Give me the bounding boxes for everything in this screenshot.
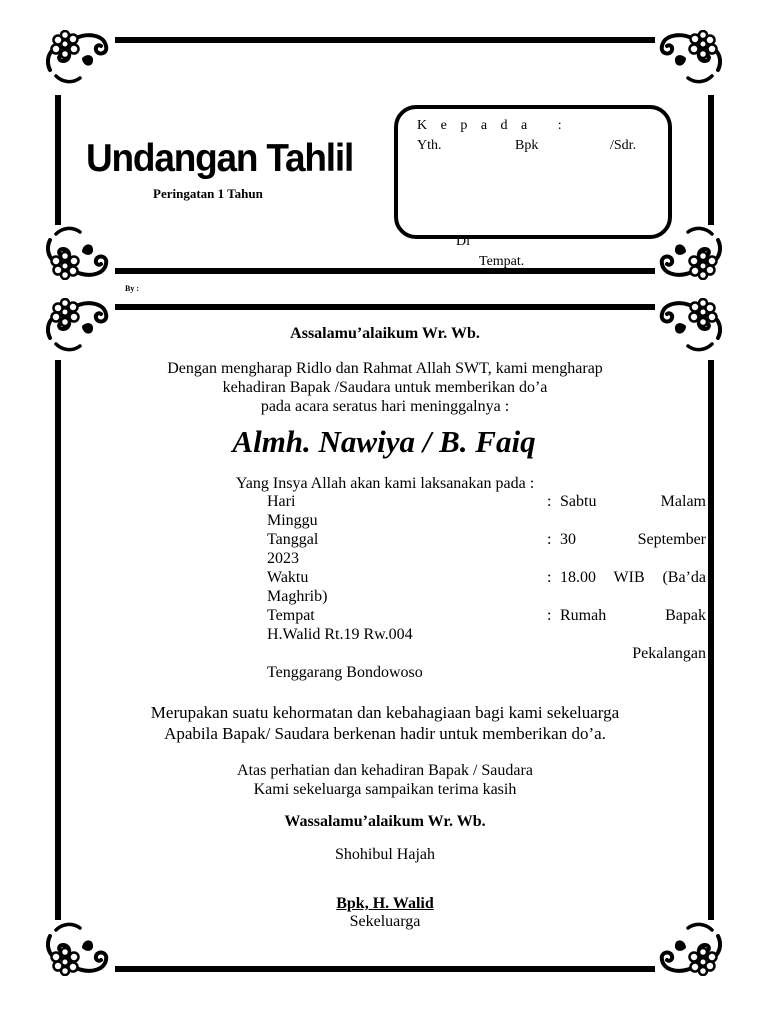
address-sdr-label: /Sdr. (610, 138, 637, 153)
top-frame-left-border (55, 95, 61, 225)
intro-line: Dengan mengharap Ridlo dan Rahmat Allah SWT, kami mengharap (167, 360, 603, 377)
detail-tanggal-value: 30 September (560, 531, 706, 548)
signer-name: Bpk, H. Walid (336, 895, 434, 912)
main-frame-bottom-border (115, 966, 655, 972)
flourish-flower-corner-icon (42, 222, 116, 280)
host-label: Shohibul Hajah (335, 846, 435, 863)
thanks-line: Kami sekeluarga sampaikan terima kasih (253, 781, 517, 798)
by-note: By : (125, 284, 139, 293)
detail-colon: : (547, 531, 552, 548)
closing-line: Apabila Bapak/ Saudara berkenan hadir untuk memberikan do’a. (164, 724, 606, 743)
thanks-line: Atas perhatian dan kehadiran Bapak / Saudara (237, 762, 533, 779)
address-tempat-label: Tempat. (479, 254, 525, 269)
top-frame-right-border (708, 95, 714, 225)
intro-paragraph (90, 359, 680, 416)
schedule-intro: Yang Insya Allah akan kami laksanakan pada : (235, 475, 535, 492)
detail-colon: : (547, 493, 552, 510)
detail-hari-label: Hari (267, 493, 296, 510)
detail-tanggal-wrap: 2023 (267, 550, 299, 567)
invitation-title: Undangan Tahlil (86, 136, 354, 180)
flourish-flower-corner-icon (42, 30, 116, 88)
detail-colon: : (547, 569, 552, 586)
detail-colon: : (547, 607, 552, 624)
closing-paragraph (70, 702, 700, 744)
main-frame-top-border (115, 304, 655, 310)
detail-tempat-value: Rumah Bapak (560, 607, 706, 624)
address-yth-label: Yth. (417, 138, 442, 153)
detail-tanggal-label: Tanggal (267, 531, 319, 548)
detail-waktu-value: 18.00 WIB (Ba’da (560, 569, 706, 586)
detail-tempat-label: Tempat (267, 607, 315, 624)
invitation-subtitle: Peringatan 1 Tahun (153, 186, 263, 201)
intro-line: pada acara seratus hari meninggalnya : (260, 398, 510, 415)
deceased-name: Almh. Nawiya / B. Faiq (232, 424, 536, 459)
top-frame-bottom-border (115, 268, 655, 274)
detail-tempat-wrap: Tenggarang Bondowoso (267, 664, 423, 681)
detail-hari-wrap: Minggu (267, 512, 318, 529)
closing-greeting: Wassalamu’alaikum Wr. Wb. (284, 813, 486, 830)
closing-line: Merupakan suatu kehormatan dan kebahagiaan bagi kami sekeluarga (150, 703, 620, 722)
address-di-label: Di (456, 234, 470, 249)
signer-family: Sekeluarga (349, 913, 421, 930)
detail-waktu-wrap: Maghrib) (267, 588, 328, 605)
detail-waktu-label: Waktu (267, 569, 309, 586)
address-kepada-label: K e p a d a : (417, 118, 567, 133)
flourish-flower-corner-icon (652, 30, 726, 88)
detail-tempat-wrap: H.Walid Rt.19 Rw.004 (267, 626, 413, 643)
intro-line: kehadiran Bapak /Saudara untuk memberikan do’a (222, 379, 548, 396)
detail-hari-value: Sabtu Malam (560, 493, 706, 510)
detail-tempat-wrap: Pekalangan (632, 645, 706, 662)
address-bpk-label: Bpk (515, 138, 539, 153)
greeting: Assalamu’alaikum Wr. Wb. (290, 325, 480, 342)
top-frame-top-border (115, 37, 655, 43)
thanks-paragraph (90, 761, 680, 799)
